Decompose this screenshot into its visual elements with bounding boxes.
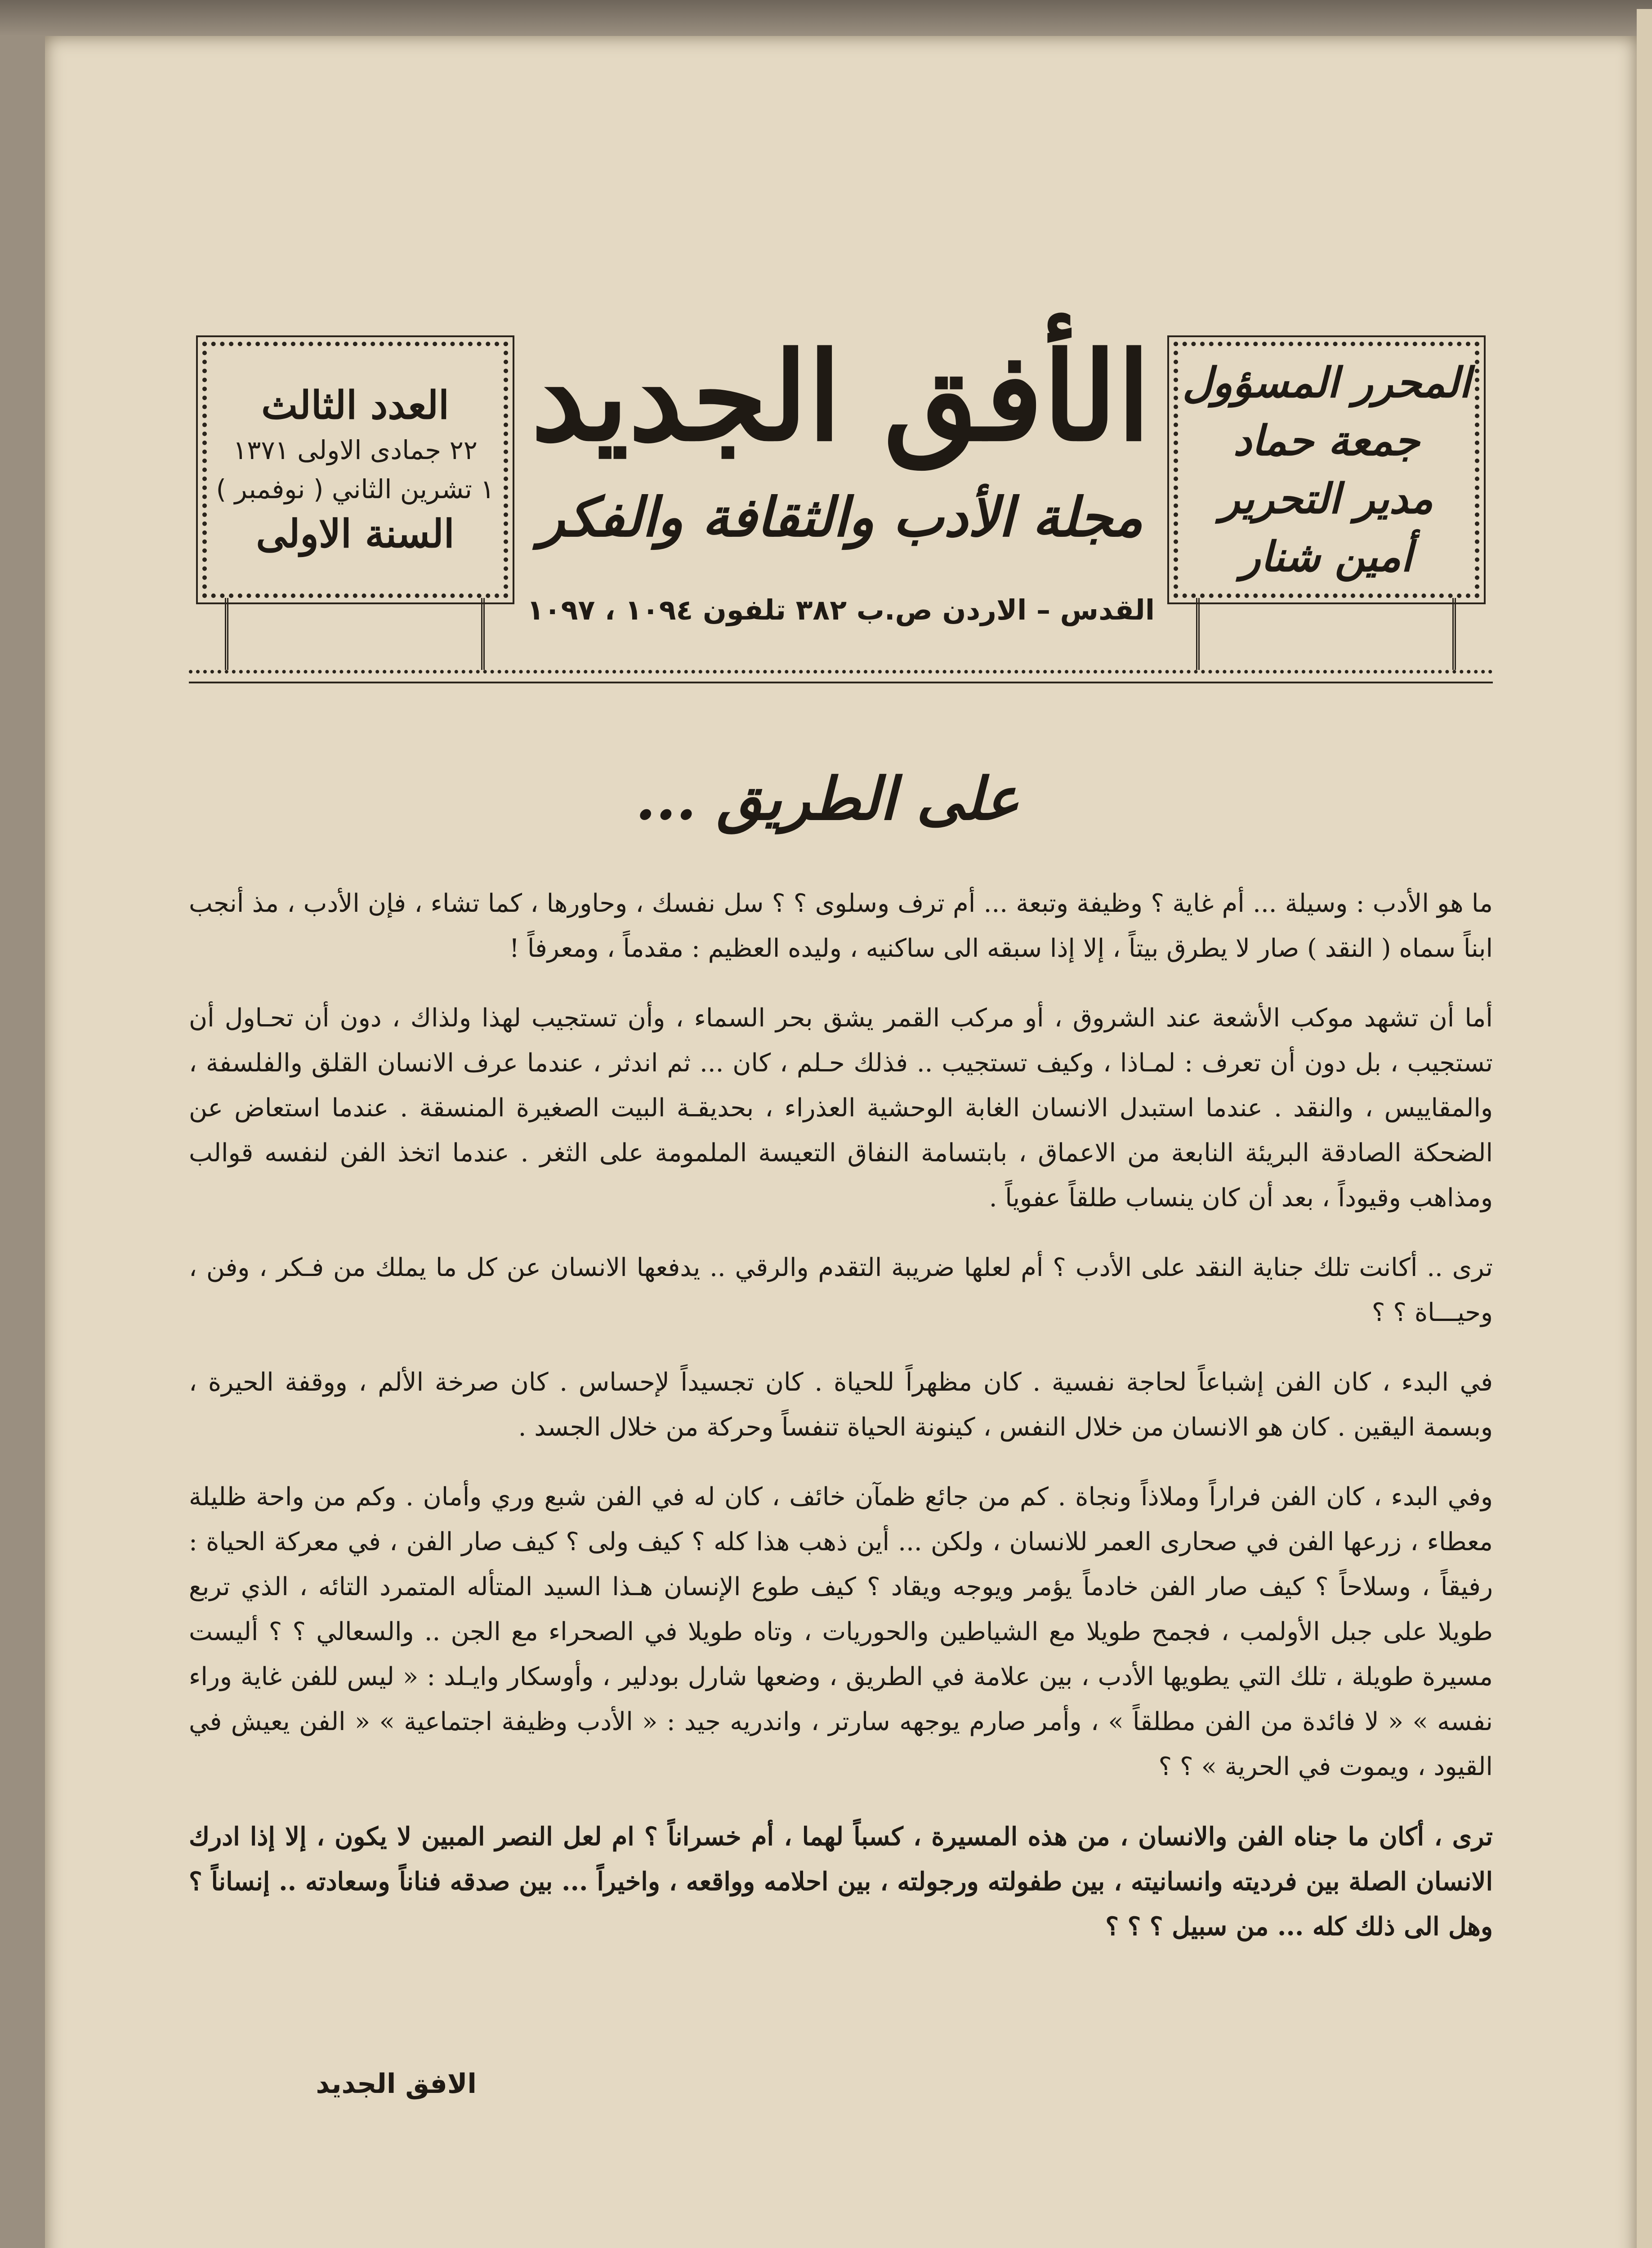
scan-right-edge xyxy=(1637,9,1652,2248)
magazine-title: الأفق الجديد xyxy=(531,325,1151,468)
box-leg xyxy=(1196,598,1208,670)
article-body xyxy=(189,881,1493,1974)
masthead-rule xyxy=(189,670,1493,683)
editor-box xyxy=(1174,342,1479,598)
magazine-subtitle: مجلة الأدب والثقافة والفكر xyxy=(539,486,1143,549)
masthead xyxy=(148,324,1506,697)
hijri-date: ٢٢ جمادى الاولى ١٣٧١ xyxy=(233,435,478,465)
issue-number: العدد الثالث xyxy=(261,383,449,428)
issue-box xyxy=(202,342,508,598)
managing-editor-label: مدير التحرير xyxy=(1220,474,1433,523)
paragraph: ترى .. أكانت تلك جناية النقد على الأدب ؟ أم لعلها ضريبة التقدم والرقي .. يدفعها الانسان عن كل ما يملك من فـكر ، وفن ، وحيـــاة ؟ ؟ xyxy=(189,1253,1493,1327)
magazine-address: القدس – الاردن ص.ب ٣٨٢ تلفون ١٠٩٤ ، ١٠٩٧ xyxy=(527,593,1155,626)
editor-name: جمعة حماد xyxy=(1233,416,1420,465)
box-leg xyxy=(481,598,493,670)
scan-top-edge xyxy=(0,0,1652,36)
box-leg xyxy=(225,598,237,670)
article-title: على الطريق ... xyxy=(635,764,1019,833)
volume-year: السنة الاولى xyxy=(256,511,455,557)
editor-label: المحرر المسؤول xyxy=(1182,358,1471,407)
paragraph: ما هو الأدب : وسيلة ... أم غاية ؟ وظيفة وتبعة ... أم ترف وسلوى ؟ ؟ سل نفسك ، وحاورها ، كما تشاء ، فإن الأدب ، مذ أنجب ابناً سماه ( النقد ) صار لا يطرق بيتاً ، إلا إذا سبقه الى ساكنيه ، وليده العظيم : مقدماً ، ومعرفاً ! xyxy=(189,889,1493,963)
box-leg xyxy=(1452,598,1464,670)
signature: الافق الجديد xyxy=(316,2068,477,2100)
paragraph: في البدء ، كان الفن إشباعاً لحاجة نفسية . كان مظهراً للحياة . كان تجسيداً لإحساس . كان صرخة الألم ، ووقفة الحيرة ، وبسمة اليقين . كان هو الانسان من خلال النفس ، كينونة الحياة تنفساً وحركة من خلال الجسد . xyxy=(189,1368,1493,1442)
paragraph: ترى ، أكان ما جناه الفن والانسان ، من هذه المسيرة ، كسباً لهما ، أم خسراناً ؟ ام لعل النصر المبين لا يكون ، إلا إذا ادرك الانسان الصلة بين فرديته وانسانيته ، بين طفولته ورجولته ، بين احلامه وواقعه ، واخيراً ... بين صدقه فناناً وسعادته .. إنساناً ؟ وهل الى ذلك كله ... من سبيل ؟ ؟ ؟ xyxy=(189,1822,1493,1941)
managing-editor-name: أمين شنار xyxy=(1241,532,1412,581)
gregorian-date: ١ تشرين الثاني ( نوفمبر ) xyxy=(216,474,495,504)
paragraph: أما أن تشهد موكب الأشعة عند الشروق ، أو مركب القمر يشق بحر السماء ، وأن تستجيب لهذا ولذاك ، دون أن تحـاول أن تستجيب ، بل دون أن تعرف : لمـاذا ، وكيف تستجيب .. فذلك حـلم ، كان ... ثم اندثر ، عندما عرف الانسان القلق والفلسفة ، والمقاييس ، والنقد . عندما استبدل الانسان الغابة الوحشية العذراء ، بحديقـة البيت الصغيرة المنسقة . عندما استعاض عن الضحكة الصادقة البريئة النابعة من الاعماق ، بابتسامة النفاق التعيسة الملمومة على الثغر . عندما اتخذ الفن لنفسه قوالب ومذاهب وقيوداً ، بعد أن كان ينساب طلقاً عفوياً . xyxy=(189,1004,1493,1213)
paragraph: وفي البدء ، كان الفن فراراً وملاذاً ونجاة . كم من جائع ظمآن خائف ، كان له في الفن شبع وري وأمان . وكم من واحة ظليلة معطاء ، زرعها الفن في صحارى العمر للانسان ، ولكن ... أين ذهب هذا كله ؟ كيف ولى ؟ كيف صار الفن ، في معركة الحياة : رفيقاً ، وسلاحاً ؟ كيف صار الفن خادماً يؤمر ويوجه ويقاد ؟ كيف طوع الإنسان هـذا السيد المتأله المتمرد التائه ، الذي تربع طويلا على جبل الأولمب ، فجمح طويلا مع الشياطين والحوريات ، وتاه طويلا في الصحراء مع الجن .. والسعالي ؟ ؟ أليست مسيرة طويلة ، تلك التي يطويها الأدب ، بين علامة في الطريق ، وضعها شارل بودلير ، وأوسكار وايـلد : « ليس للفن غاية وراء نفسه » « لا فائدة من الفن مطلقاً » ، وأمر صارم يوجهه سارتر ، واندريه جيد : « الأدب وظيفة اجتماعية » « الفن يعيش في القيود ، ويموت في الحرية » ؟ ؟ xyxy=(189,1482,1493,1781)
